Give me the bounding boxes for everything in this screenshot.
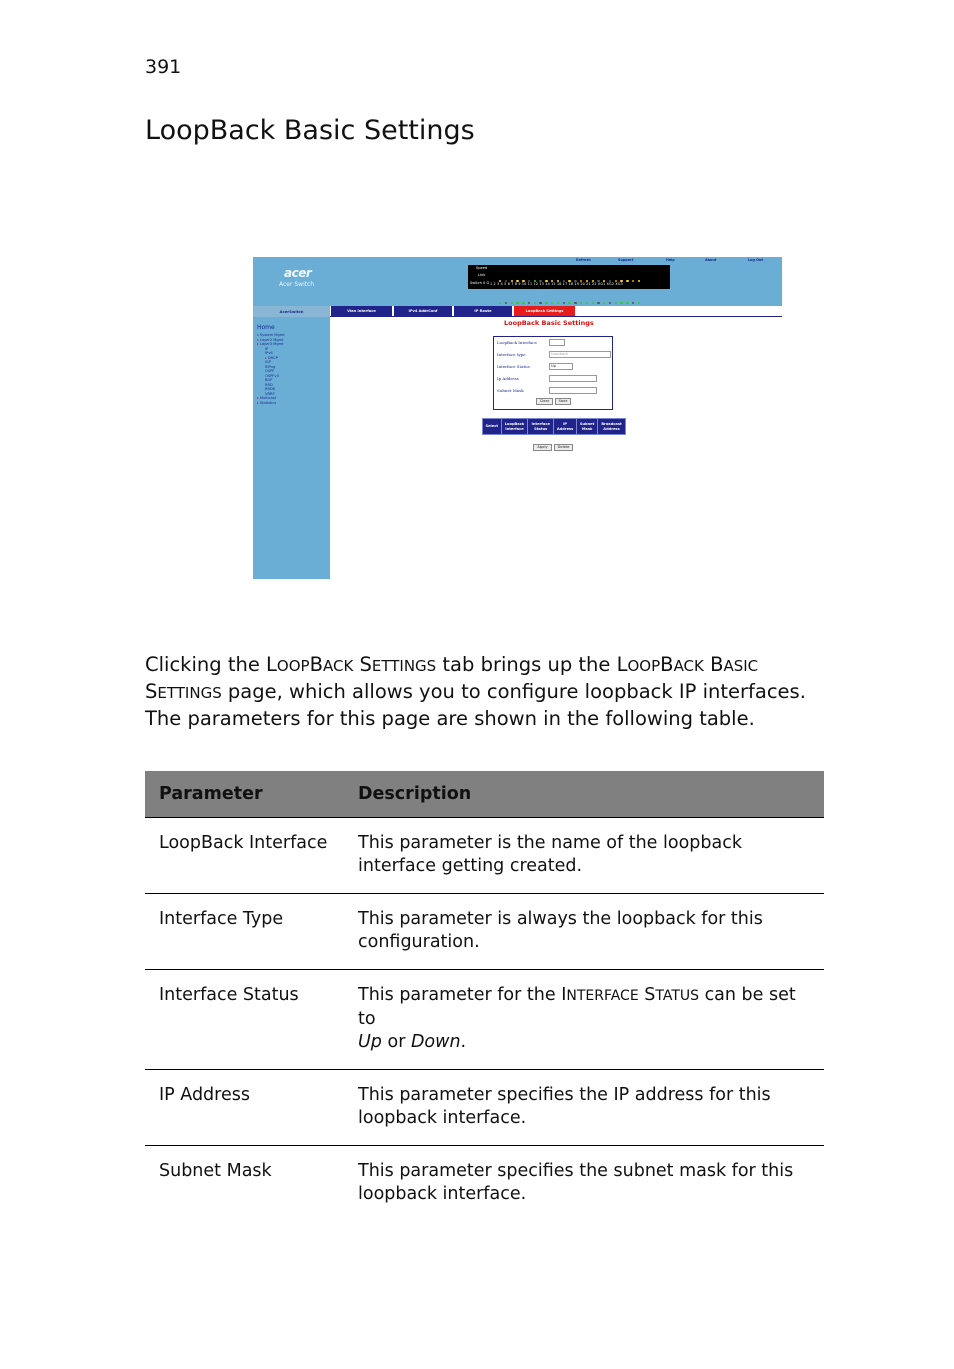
para-text: Clicking the (145, 653, 267, 676)
sidebar-item[interactable]: IPv6 (265, 351, 273, 355)
form-row-subnet-mask (496, 387, 610, 395)
link-led (516, 302, 518, 304)
interface-status-select[interactable]: Up (549, 363, 573, 370)
save-button[interactable]: Save (555, 398, 571, 405)
port-status-panel (468, 265, 670, 289)
desc-cell: This parameter specifies the IP address for this loopback interface. (344, 1070, 824, 1146)
link-led (528, 302, 530, 304)
link-led (580, 302, 582, 304)
screenshot-content-title: LoopBack Basic Settings (504, 319, 594, 327)
port-numbers: 1 2 3 4 5 6 7 8 9 10 11 12 13 14 15 16 17 18 19 20 21 22 XG1 XG2 XG3 (490, 282, 623, 286)
sidebar-home[interactable]: Home (257, 324, 275, 331)
sidebar-item[interactable]: OSPFv3 (265, 373, 279, 378)
tab-vlan-interface[interactable]: Vlan Interface (331, 306, 392, 317)
sidebar-item[interactable]: ▸ DHCP (257, 356, 285, 361)
loopback-interface-input[interactable] (549, 339, 565, 346)
sidebar-item[interactable]: IGP (265, 360, 272, 364)
sidebar-item[interactable]: ▸ Multicast (257, 396, 285, 401)
loopback-list-table (482, 418, 626, 435)
value-up: Up (358, 1032, 382, 1052)
link-led (615, 302, 617, 304)
link-led (534, 302, 536, 304)
param-cell: LoopBack Interface (145, 818, 344, 894)
param-cell: Subnet Mask (159, 1161, 272, 1181)
link-led (557, 302, 559, 304)
link-led (551, 302, 553, 304)
param-cell: Interface Status (145, 970, 344, 1070)
refresh-link[interactable]: Refresh (576, 258, 591, 262)
sidebar-item[interactable]: IP (265, 346, 269, 351)
speed-led (632, 280, 634, 282)
loopback-table-header: IP Address (553, 419, 576, 435)
form-label: LoopBack Interface (497, 340, 537, 345)
link-led (505, 302, 507, 304)
link-led (626, 302, 628, 304)
logo-subtitle: Acer Switch (279, 281, 315, 288)
sidebar-menu (257, 333, 285, 405)
tab-ip-route[interactable]: IP Route (454, 306, 512, 317)
link-led (603, 302, 605, 304)
speed-led (638, 280, 640, 282)
param-cell: IP Address (145, 1070, 344, 1146)
sidebar-item[interactable]: VRRP (265, 391, 275, 396)
form-label: Subnet Mask (497, 388, 524, 393)
interface-status-smallcaps: INTERFACE STATUS (561, 985, 699, 1005)
top-links (575, 258, 775, 264)
logout-link[interactable]: Log Out (748, 258, 764, 262)
table-row (145, 970, 824, 1070)
acer-logo: acer (284, 266, 312, 280)
panel-link-label: Link (478, 273, 486, 277)
link-led (539, 302, 541, 304)
ip-address-input[interactable] (549, 375, 597, 382)
tab-name-smallcaps: LOOPBACK SETTINGS (266, 653, 437, 676)
sidebar-item[interactable]: RRD6 (265, 387, 276, 391)
table-header-row (145, 771, 824, 818)
link-led (522, 302, 524, 304)
table-header-row (483, 419, 626, 435)
speed-led (626, 280, 628, 282)
tab-loopback-settings[interactable]: LoopBack Settings (514, 306, 575, 317)
intro-paragraph (145, 652, 825, 731)
nav-acerswitch[interactable]: AcerSwitch (253, 306, 330, 317)
link-led (563, 302, 565, 304)
param-cell: Interface Type (145, 894, 344, 970)
desc-cell: This parameter is the name of the loopback interface getting created. (344, 818, 824, 894)
subnet-mask-input[interactable] (549, 387, 597, 394)
value-down: Down (410, 1032, 461, 1052)
delete-button[interactable]: Delete (554, 444, 573, 451)
desc-cell: This parameter for the INTERFACE STATUS can be set to Up or Down. (344, 970, 824, 1070)
header-description: Description (344, 771, 824, 818)
sidebar-item[interactable]: RRD (265, 382, 273, 387)
form-label: Interface type (497, 352, 526, 357)
link-led (620, 302, 622, 304)
link-led (609, 302, 611, 304)
clear-button[interactable]: Clear (536, 398, 553, 405)
sidebar-item[interactable]: OSPF (265, 369, 275, 373)
link-led (545, 302, 547, 304)
loopback-table-header: LoopBack Interface (501, 419, 528, 435)
loopback-table-header: Subnet Mask (577, 419, 598, 435)
loopback-table-header: Interface Status (528, 419, 554, 435)
panel-speed-label: Speed (476, 266, 488, 270)
link-led (597, 302, 599, 304)
port-leds (499, 267, 644, 308)
form-row-interface-type (496, 351, 610, 359)
support-link[interactable]: Support (618, 258, 634, 262)
form-row-loopback-interface (496, 339, 610, 347)
sidebar-item[interactable]: ▸ Layer2 Mgmt (257, 338, 285, 343)
sidebar-item[interactable]: ▸ Statistics (257, 401, 285, 406)
parameter-table (145, 771, 824, 1221)
loopback-table-header: Broadcast Address (598, 419, 626, 435)
link-led (638, 302, 640, 304)
link-led (592, 302, 594, 304)
para-text: tab brings up the (436, 653, 617, 676)
link-led (511, 302, 513, 304)
form-row-ip-address (496, 375, 610, 383)
sidebar-item[interactable]: ▸ Layer3 Mgmt (257, 342, 285, 347)
about-link[interactable]: About (705, 258, 717, 262)
header-parameter: Parameter (145, 771, 344, 818)
section-heading: LoopBack Basic Settings (145, 115, 475, 146)
loopback-form (493, 336, 613, 410)
table-row (145, 1146, 824, 1222)
loopback-settings-screenshot (253, 257, 782, 579)
table-row (145, 1070, 824, 1146)
sidebar-item[interactable]: BGP (265, 378, 273, 382)
apply-button[interactable]: Apply (533, 444, 552, 451)
form-row-interface-status (496, 363, 610, 371)
link-led (632, 302, 634, 304)
help-link[interactable]: Help (666, 258, 675, 262)
para-text: page, which allows you to configure loopback IP interfaces. The parameters for this page are shown in the following table. (145, 680, 806, 730)
nav-underline (330, 316, 782, 317)
interface-type-input[interactable]: Loopback (549, 351, 611, 358)
tab-ipv4-addrconf[interactable]: IPv4 AddrConf (394, 306, 452, 317)
page-name-smallcaps: LOOPBACK BASIC SETTINGS (145, 653, 759, 703)
screenshot-header (253, 257, 782, 306)
panel-switch-label: Switch 0 G (470, 281, 490, 285)
link-led (568, 302, 570, 304)
form-label: Ip Address (497, 376, 519, 381)
sidebar-item[interactable]: RIPng (265, 364, 276, 369)
link-led (586, 302, 588, 304)
link-led (499, 302, 501, 304)
table-row (145, 818, 824, 894)
desc-cell: This parameter specifies the subnet mask for this loopback interface. (358, 1161, 794, 1204)
form-label: Interface Status (497, 364, 530, 369)
screenshot-sidebar (253, 317, 330, 579)
sidebar-item[interactable]: ▸ System Mgmt (257, 333, 285, 338)
page-number: 391 (145, 56, 182, 78)
loopback-table-header: Select (483, 419, 502, 435)
table-row (145, 894, 824, 970)
link-led (574, 302, 576, 304)
desc-cell: This parameter is always the loopback for this configuration. (344, 894, 824, 970)
